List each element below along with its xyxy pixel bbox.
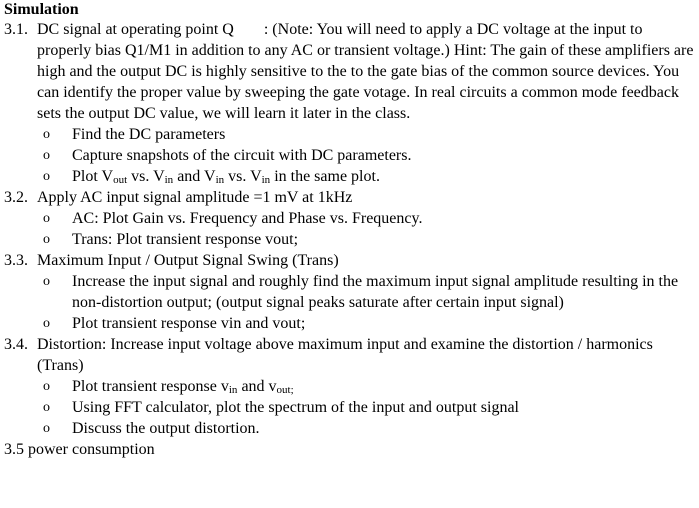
bullet-list <box>4 208 694 250</box>
document <box>4 0 694 460</box>
list-item: o Plot transient response vin and vout; <box>43 315 306 332</box>
bullet-list <box>4 376 694 439</box>
bullet-list <box>4 124 694 187</box>
bullet-list <box>4 271 694 334</box>
list-item: o Discuss the output distortion. <box>43 420 260 437</box>
list-item: o Increase the input signal and roughly find the maximum input signal amplitude resulting in the non-distortion output; (output signal peaks saturate after certain input signal) <box>43 273 679 311</box>
list-item: o AC: Plot Gain vs. Frequency and Phase vs. Frequency. <box>43 210 423 227</box>
page-title: Simulation <box>4 1 79 18</box>
list-item: o Plot transient response $v_{in}$ and $v_{out;}$ <box>43 378 294 396</box>
list-item: o Plot $V_{out}$ vs. $V_{in}$ and $V_{in}$ vs. $V_{in}$ in the same plot. <box>43 168 380 186</box>
section-heading: 3.5 power consumption <box>4 441 155 458</box>
bullet-marker: o <box>43 169 50 184</box>
section-number: 3.4. <box>4 336 28 353</box>
section-3-5 <box>4 439 694 460</box>
section-heading: Distortion: Increase input voltage above maximum input and examine the distortion / harmonics (Trans) <box>37 336 653 374</box>
bullet-marker: o <box>43 232 50 247</box>
bullet-marker: o <box>43 211 50 226</box>
section-3-1 <box>4 19 694 124</box>
list-item: o Using FFT calculator, plot the spectrum of the input and output signal <box>43 399 519 416</box>
section-heading: Maximum Input / Output Signal Swing (Trans) <box>37 252 339 269</box>
section-number: 3.2. <box>4 189 28 206</box>
section-3-3 <box>4 250 694 271</box>
bullet-marker: o <box>43 316 50 331</box>
section-3-2 <box>4 187 694 208</box>
bullet-marker: o <box>43 127 50 142</box>
bullet-marker: o <box>43 400 50 415</box>
section-number: 3.1. <box>4 21 28 38</box>
bullet-marker: o <box>43 274 50 289</box>
list-item: o Find the DC parameters <box>43 126 226 143</box>
bullet-marker: o <box>43 421 50 436</box>
section-number: 3.3. <box>4 252 28 269</box>
list-item: o Trans: Plot transient response vout; <box>43 231 299 248</box>
section-3-4 <box>4 334 694 376</box>
list-item: o Capture snapshots of the circuit with DC parameters. <box>43 147 412 164</box>
bullet-marker: o <box>43 379 50 394</box>
section-body: : (Note: You will need to apply a DC voltage at the input to properly bias Q1/M1 in addition to any AC or transient voltage.) Hint: The gain of these amplifiers are high and the output DC is highly sensitive to the to the gate bias of the common source devices. You can identify the proper value by sweeping the gate votage. In real circuits a common mode feedback sets the output DC value, we will learn it later in the class. <box>37 21 694 122</box>
bullet-marker: o <box>43 148 50 163</box>
section-heading: DC signal at operating point Q <box>37 21 234 38</box>
section-heading: Apply AC input signal amplitude =1 mV at 1kHz <box>37 189 353 206</box>
